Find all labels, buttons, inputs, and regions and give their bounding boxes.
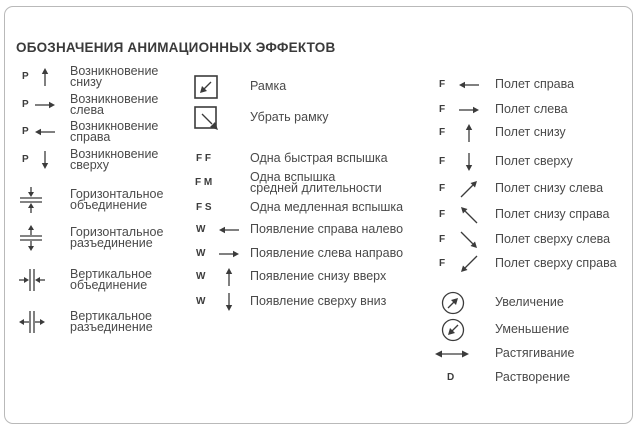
effect-label bbox=[250, 153, 388, 164]
effect-code: P bbox=[22, 154, 29, 165]
effect-label-line: Рамка bbox=[250, 79, 287, 93]
effect-label-line: Появление справа налево bbox=[250, 222, 404, 236]
frame-in-icon bbox=[193, 74, 219, 105]
effect-code: F bbox=[439, 258, 446, 269]
effect-label-line: Одна вспышка bbox=[250, 170, 336, 184]
effect-label-line: Полет снизу слева bbox=[495, 181, 604, 195]
effect-label bbox=[495, 324, 569, 335]
effect-label bbox=[250, 202, 403, 213]
arrow-up-icon bbox=[32, 64, 58, 95]
effect-label-line: Увеличение bbox=[495, 295, 564, 309]
effect-label-line: Растворение bbox=[495, 370, 571, 384]
horizontal-split-icon bbox=[18, 224, 44, 257]
effect-label-line: сверху bbox=[70, 158, 110, 172]
arrow-left-icon bbox=[32, 119, 58, 150]
effect-code: P bbox=[22, 99, 29, 110]
effect-label-line: объединение bbox=[70, 198, 148, 212]
effect-label bbox=[70, 66, 158, 88]
arrow-down-left-icon bbox=[456, 251, 482, 282]
horizontal-merge-icon bbox=[18, 186, 44, 219]
effect-code: F bbox=[439, 127, 446, 138]
effect-label-line: Полет снизу bbox=[495, 125, 566, 139]
effect-label-line: объединение bbox=[70, 278, 148, 292]
effect-label bbox=[250, 271, 386, 282]
effect-label bbox=[70, 121, 158, 143]
effect-code: W bbox=[196, 248, 206, 259]
effect-label bbox=[495, 156, 573, 167]
effect-code: F S bbox=[196, 202, 212, 213]
effect-label-line: Полет справа bbox=[495, 77, 575, 91]
arrow-down-icon bbox=[216, 289, 242, 320]
effect-label-line: Возникновение bbox=[70, 64, 159, 78]
effect-code: F bbox=[439, 79, 446, 90]
effect-code: P bbox=[22, 126, 29, 137]
effect-label bbox=[250, 81, 286, 92]
effect-label-line: Возникновение bbox=[70, 147, 159, 161]
effect-label bbox=[495, 209, 610, 220]
effect-label-line: Уменьшение bbox=[495, 322, 570, 336]
effect-code: F F bbox=[196, 153, 211, 164]
stretch-icon bbox=[434, 347, 470, 366]
arrow-down-icon bbox=[32, 147, 58, 178]
effect-code: F bbox=[439, 209, 446, 220]
effect-label-line: Полет сверху bbox=[495, 154, 573, 168]
effect-label-line: Появление слева направо bbox=[250, 246, 404, 260]
effect-label-line: Вертикальное bbox=[70, 309, 152, 323]
effect-label bbox=[495, 234, 610, 245]
effect-code: F bbox=[439, 104, 446, 115]
effect-label-line: Вертикальное bbox=[70, 267, 152, 281]
vertical-split-icon bbox=[18, 309, 46, 340]
effect-label bbox=[250, 224, 403, 235]
effect-label bbox=[495, 348, 574, 359]
effect-code: F bbox=[439, 156, 446, 167]
effect-label-line: Полет сверху справа bbox=[495, 256, 617, 270]
effect-label-line: Полет слева bbox=[495, 102, 568, 116]
effect-label bbox=[495, 127, 566, 138]
effect-label bbox=[495, 79, 574, 90]
vertical-merge-icon bbox=[18, 267, 46, 298]
effect-label-line: разъединение bbox=[70, 320, 153, 334]
effect-label bbox=[250, 248, 403, 259]
effect-label-line: Возникновение bbox=[70, 119, 159, 133]
effect-label-line: Одна быстрая вспышка bbox=[250, 151, 388, 165]
arrow-up-icon bbox=[456, 120, 482, 151]
zoom-out-icon bbox=[440, 317, 466, 348]
effect-label-line: Растягивание bbox=[495, 346, 575, 360]
effect-code: W bbox=[196, 296, 206, 307]
effect-label bbox=[250, 112, 329, 123]
effect-label-line: Возникновение bbox=[70, 92, 159, 106]
effect-label-line: разъединение bbox=[70, 236, 153, 250]
effect-label bbox=[70, 311, 153, 333]
effect-code: P bbox=[22, 71, 29, 82]
effect-code: D bbox=[447, 372, 455, 383]
effect-label-line: Полет снизу справа bbox=[495, 207, 610, 221]
effect-code: F bbox=[439, 183, 446, 194]
effect-label bbox=[250, 296, 386, 307]
effect-label-line: слева bbox=[70, 103, 104, 117]
effect-code: W bbox=[196, 224, 206, 235]
effect-label bbox=[495, 297, 564, 308]
effect-label-line: справа bbox=[70, 130, 111, 144]
effect-label-line: Одна медленная вспышка bbox=[250, 200, 404, 214]
effect-code: W bbox=[196, 271, 206, 282]
effect-label-line: Появление снизу вверх bbox=[250, 269, 387, 283]
effect-label bbox=[495, 104, 568, 115]
effect-label-line: средней длительности bbox=[250, 181, 382, 195]
effect-label bbox=[70, 94, 158, 116]
effect-label-line: Полет сверху слева bbox=[495, 232, 611, 246]
effect-label-line: Горизонтальное bbox=[70, 225, 164, 239]
effect-label-line: Убрать рамку bbox=[250, 110, 329, 124]
effect-label bbox=[70, 227, 163, 249]
effect-code: F bbox=[439, 234, 446, 245]
effect-label-line: снизу bbox=[70, 75, 102, 89]
effect-label bbox=[495, 258, 617, 269]
legend-title: ОБОЗНАЧЕНИЯ АНИМАЦИОННЫХ ЭФФЕКТОВ bbox=[16, 40, 336, 55]
effect-label bbox=[250, 172, 382, 194]
effect-label bbox=[70, 269, 152, 291]
effect-label bbox=[70, 189, 163, 211]
frame-out-icon bbox=[193, 105, 221, 138]
effect-label bbox=[495, 372, 570, 383]
effect-label bbox=[495, 183, 603, 194]
effect-label-line: Появление сверху вниз bbox=[250, 294, 387, 308]
effect-label-line: Горизонтальное bbox=[70, 187, 164, 201]
effect-label bbox=[70, 149, 158, 171]
effect-code: F M bbox=[195, 177, 213, 188]
